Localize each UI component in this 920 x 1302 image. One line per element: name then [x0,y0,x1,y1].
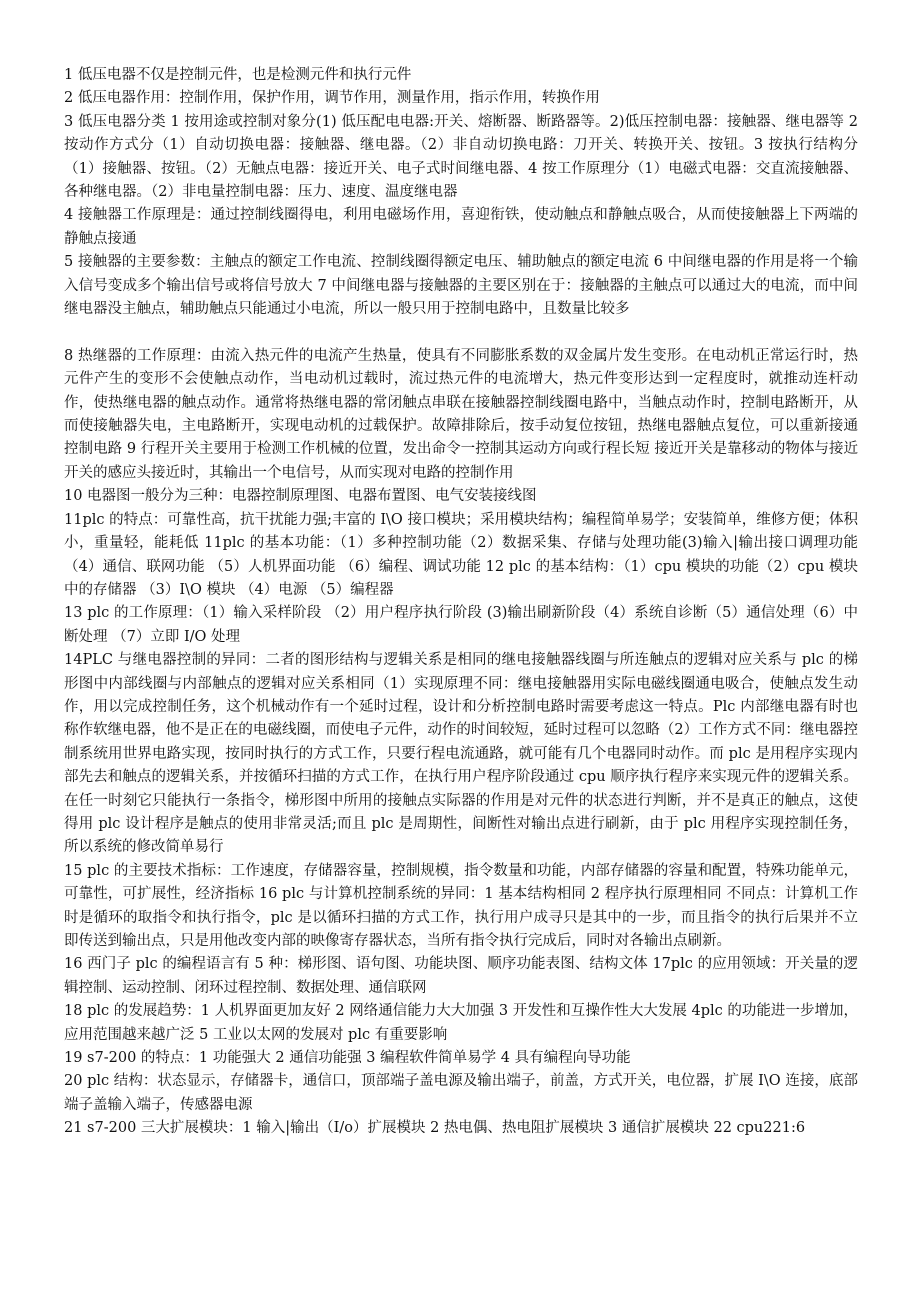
paragraph-18: 18 plc 的发展趋势：1 人机界面更加友好 2 网络通信能力大大加强 3 开发性和互操作性大大发展 4plc 的功能进一步增加，应用范围越来越广泛 5 工业以太网的发展对 plc 有重要影响 [64,1003,858,1043]
paragraph-20: 20 plc 结构：状态显示，存储器卡，通信口，顶部端子盖电源及输出端子，前盖，方式开关，电位器，扩展 I\O 连接，底部端子盖输入端子，传感器电源 [64,1073,858,1113]
paragraph-14: 14PLC 与继电器控制的异同：二者的图形结构与逻辑关系是相同的继电接触器线圈与所连触点的逻辑对应关系与 plc 的梯形图中内部线圈与内部触点的逻辑对应关系相同（1）实现原理不同：继电接触器用实际电磁线圈通电吸合，使触点发生动作，用以完成控制任务，这个机械动作有一个延时过程，设计和分析控制电路时需要考虑这一特点。Plc 内部继电器有时也称作软继电器，他不是正在的电磁线圈，而使电子元件，动作的时间较短，延时过程可以忽略（2）工作方式不同：继电器控制系统用世界电路实现，按同时执行的方式工作，只要行程电流通路，就可能有几个电器同时动作。而 plc 是用程序实现内部先去和触点的逻辑关系，并按循环扫描的方式工作，在执行用户程序阶段通过 cpu 顺序执行程序来实现元件的逻辑关系。在任一时刻它只能执行一条指令，梯形图中所用的接触点实际器的作用是对元件的状态进行判断，并不是真正的触点，这使得用 plc 设计程序是触点的使用非常灵活;而且 plc 是周期性，间断性对输出点进行刷新，由于 plc 用程序实现控制任务，所以系统的修改简单易行 [64,652,858,856]
paragraph-19: 19 s7-200 的特点：1 功能强大 2 通信功能强 3 编程软件简单易学 4 具有编程向导功能 [64,1050,631,1067]
paragraph-5: 5 接触器的主要参数：主触点的额定工作电流、控制线圈得额定电压、辅助触点的额定电流 6 中间继电器的作用是将一个输入信号变成多个输出信号或将信号放大 7 中间继电器与接触器的主要区别在于：接触器的主触点可以通过大的电流，而中间继电器没主触点，辅助触点只能通过小电流，所以一般只用于控制电路中，且数量比较多 [64,254,858,318]
paragraph-15: 15 plc 的主要技术指标：工作速度，存储器容量，控制规模，指令数量和功能，内部存储器的容量和配置，特殊功能单元，可靠性，可扩展性，经济指标 16 plc 与计算机控制系统的异同：1 基本结构相同 2 程序执行原理相同 不同点：计算机工作时是循环的取指令和执行指令，plc 是以循环扫描的方式工作，执行用户成寻只是其中的一步，而且指令的执行后果并不立即传送到输出点，只是用他改变内部的映像寄存器状态，当所有指令执行完成后，同时对各输出点刷新。 [64,862,858,950]
paragraph-21: 21 s7-200 三大扩展模块：1 输入|输出（I/o）扩展模块 2 热电偶、热电阻扩展模块 3 通信扩展模块 22 cpu221:6 [64,1120,806,1137]
paragraph-4: 4 接触器工作原理是：通过控制线圈得电，利用电磁场作用，喜迎衔铁，使动触点和静触点吸合，从而使接触器上下两端的静触点接通 [64,207,858,247]
paragraph-8: 8 热继器的工作原理：由流入热元件的电流产生热量，使具有不同膨胀系数的双金属片发生变形。在电动机正常运行时，热元件产生的变形不会使触点动作，当电动机过载时，流过热元件的电流增大，热元件变形达到一定程度时，就推动连杆动作，使热继电器的触点动作。通常将热继电器的常闭触点串联在接触器控制线圈电路中，当触点动作时，控制电路断开，从而使接触器失电，主电路断开，实现电动机的过载保护。故障排除后，按手动复位按钮，热继电器触点复位，可以重新接通控制电路 9 行程开关主要用于检测工作机械的位置，发出命令一控制其运动方向或行程长短 接近开关是靠移动的物体与接近开关的感应头接近时，其输出一个电信号，从而实现对电路的控制作用 [64,347,858,481]
paragraph-13: 13 plc 的工作原理：（1）输入采样阶段 （2）用户程序执行阶段 (3)输出刷新阶段（4）系统自诊断（5）通信处理（6）中断处理 （7）立即 I/O 处理 [64,605,858,645]
paragraph-1: 1 低压电器不仅是控制元件，也是检测元件和执行元件 [64,67,412,83]
paragraph-11: 11plc 的特点：可靠性高，抗干扰能力强;丰富的 I\O 接口模块；采用模块结构；编程简单易学；安装简单，维修方便；体积小，重量轻，能耗低 11plc 的基本功能：（1）多种控制功能（2）数据采集、存储与处理功能(3)输入|输出接口调理功能（4）通信、联网功能 （5）人机界面功能 （6）编程、调试功能 12 plc 的基本结构：（1）cpu 模块的功能（2）cpu 模块中的存储器 （3）I\O 模块 （4）电源 （5）编程器 [64,511,858,598]
paragraph-10: 10 电器图一般分为三种：电器控制原理图、电器布置图、电气安装接线图 [64,488,537,505]
paragraph-16: 16 西门子 plc 的编程语言有 5 种：梯形图、语句图、功能块图、顺序功能表图、结构文体 17plc 的应用领域：开关量的逻辑控制、运动控制、闭环过程控制、数据处理、通信联网 [64,956,858,996]
paragraph-2: 2 低压电器作用：控制作用，保护作用，调节作用，测量作用，指示作用，转换作用 [64,90,600,107]
paragraph-3: 3 低压电器分类 1 按用途或控制对象分(1) 低压配电电器:开关、熔断器、断路器等。2)低压控制电器：接触器、继电器等 2 按动作方式分（1）自动切换电器：接触器、继电器。（2）非自动切换电路：刀开关、转换开关、按钮。3 按执行结构分（1）接触器、按钮。（2）无触点电器：接近开关、电子式时间继电器、4 按工作原理分（1）电磁式电器：交直流接触器、各种继电器。（2）非电量控制电器：压力、速度、温度继电器 [64,113,858,201]
